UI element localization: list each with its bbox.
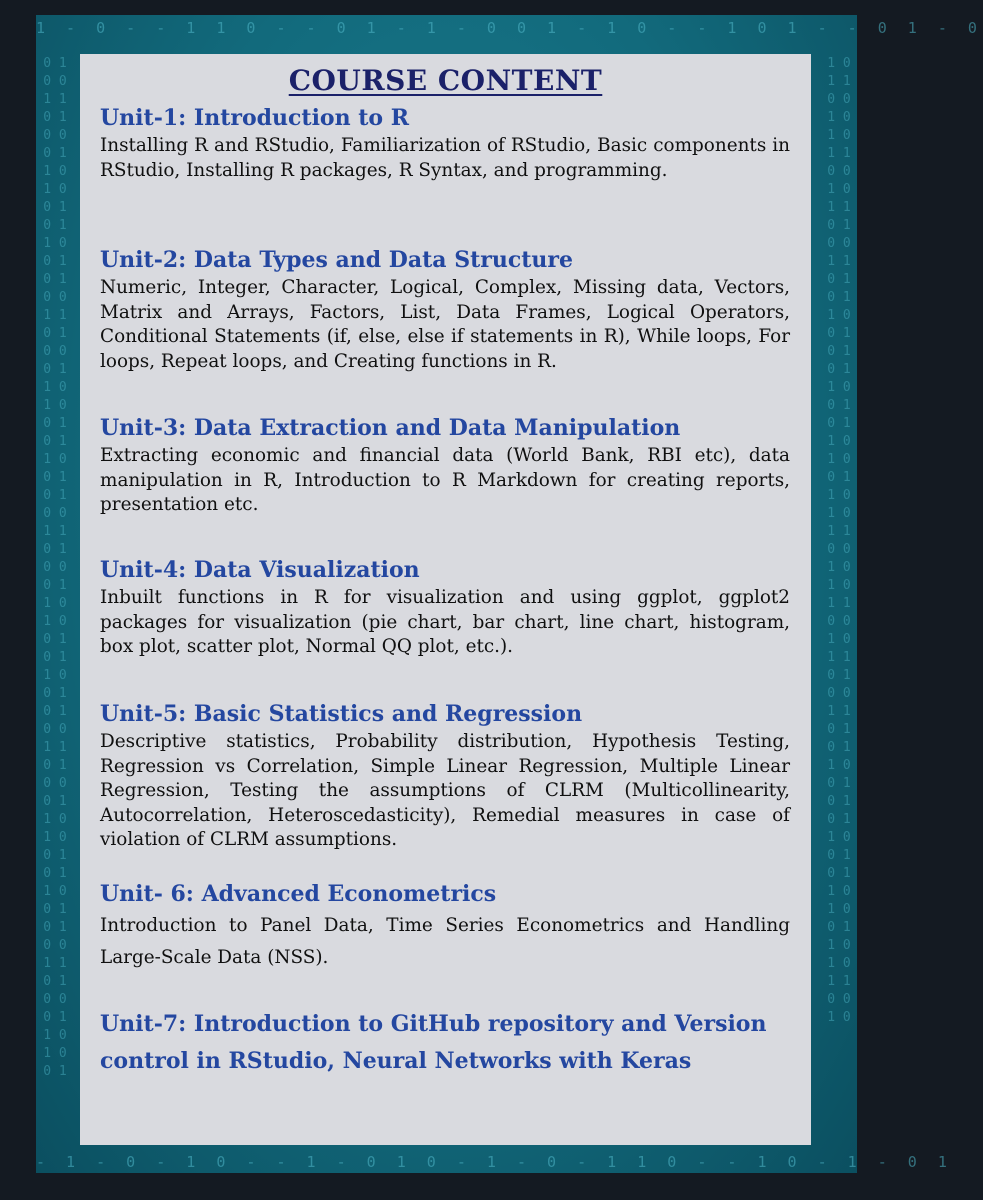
binary-pattern-bottom: - 1 - 0 - 1 0 - - 1 - 0 1 0 - 1 - 0 - 1 1 0 - - 1 0 - 1 - 0 1: [36, 1153, 953, 1171]
page-title: COURSE CONTENT: [288, 64, 603, 97]
unit-5-heading: Unit-5: Basic Statistics and Regression: [100, 701, 583, 727]
unit-6-heading: Unit- 6: Advanced Econometrics: [100, 881, 497, 907]
unit-2-section: [100, 246, 790, 374]
unit-6-body: Introduction to Panel Data, Time Series Econometrics and Handling Large-Scale Data (NSS).: [100, 915, 790, 968]
course-content-panel: [80, 54, 811, 1145]
unit-3-body: Extracting economic and financial data (World Bank, RBI etc), data manipulation in R, Introduction to R Markdown for creating reports, presentation etc.: [100, 445, 790, 515]
unit-3-heading: Unit-3: Data Extraction and Data Manipulation: [100, 415, 681, 441]
unit-2-heading: Unit-2: Data Types and Data Structure: [100, 247, 573, 273]
unit-7-section: [100, 1006, 790, 1080]
binary-pattern-right: 1 0 1 1 0 0 1 0 1 0 1 1 0 0 1 0 1 1 0 1 0 0 1 1 0 1 0 1 1 0 0 1 0 1 0 1 1 0 0 1 0 1 1 0 1 0 0 1 1 0 1 0 1 1 0 0 1 0 1 0 1 1 0 0 1 0 1 1 0 1 0 0 1 1 0 1 0 1 1 0 0 1 0 1 0 1 1 0 0 1 0 1 1 0 1 0 0 1 1 0 1 0 1 1 0 0 1 0: [827, 56, 851, 1025]
unit-3-section: [100, 414, 790, 518]
unit-1-body: Installing R and RStudio, Familiarization of RStudio, Basic components in RStudio, Installing R packages, R Syntax, and programming.: [100, 135, 790, 181]
unit-7-heading: Unit-7: Introduction to GitHub repository and Version control in RStudio, Neural Networks with Keras: [100, 1011, 767, 1074]
unit-1-heading: Unit-1: Introduction to R: [100, 105, 410, 131]
unit-4-section: [100, 556, 790, 660]
unit-4-heading: Unit-4: Data Visualization: [100, 557, 420, 583]
unit-1-section: [100, 104, 790, 183]
unit-5-section: [100, 700, 790, 853]
unit-6-section: [100, 880, 790, 974]
binary-pattern-top: 1 - 0 - - 1 1 0 - - 0 1 - 1 - 0 0 1 - 1 0 - - 1 0 1 - - 0 1 - 0: [36, 19, 983, 37]
unit-2-body: Numeric, Integer, Character, Logical, Complex, Missing data, Vectors, Matrix and Arrays, Factors, List, Data Frames, Logical Operators, Conditional Statements (if, else, else if statements in R), While loops, For loops, Repeat loops, and Creating functions in R.: [100, 277, 790, 372]
unit-5-body: Descriptive statistics, Probability distribution, Hypothesis Testing, Regression vs Correlation, Simple Linear Regression, Multiple Linear Regression, Testing the assumptions of CLRM (Multicollinearity, Autocorrelation, Heteroscedasticity), Remedial measures in case of violation of CLRM assumptions.: [100, 731, 790, 850]
binary-pattern-left: 0 1 0 0 1 1 0 1 0 0 0 1 1 0 1 0 0 1 0 1 1 0 0 1 0 1 0 0 1 1 0 1 0 0 0 1 1 0 1 0 0 1 0 1 1 0 0 1 0 1 0 0 1 1 0 1 0 0 0 1 1 0 1 0 0 1 0 1 1 0 0 1 0 1 0 0 1 1 0 1 0 0 0 1 1 0 1 0 0 1 0 1 1 0 0 1 0 1 0 0 1 1 0 1 0 0 0 1 1 0 1 0 0 1: [43, 56, 67, 1079]
unit-4-body: Inbuilt functions in R for visualization and using ggplot, ggplot2 packages for visualization (pie chart, bar chart, line chart, histogram, box plot, scatter plot, Normal QQ plot, etc.).: [100, 587, 790, 657]
